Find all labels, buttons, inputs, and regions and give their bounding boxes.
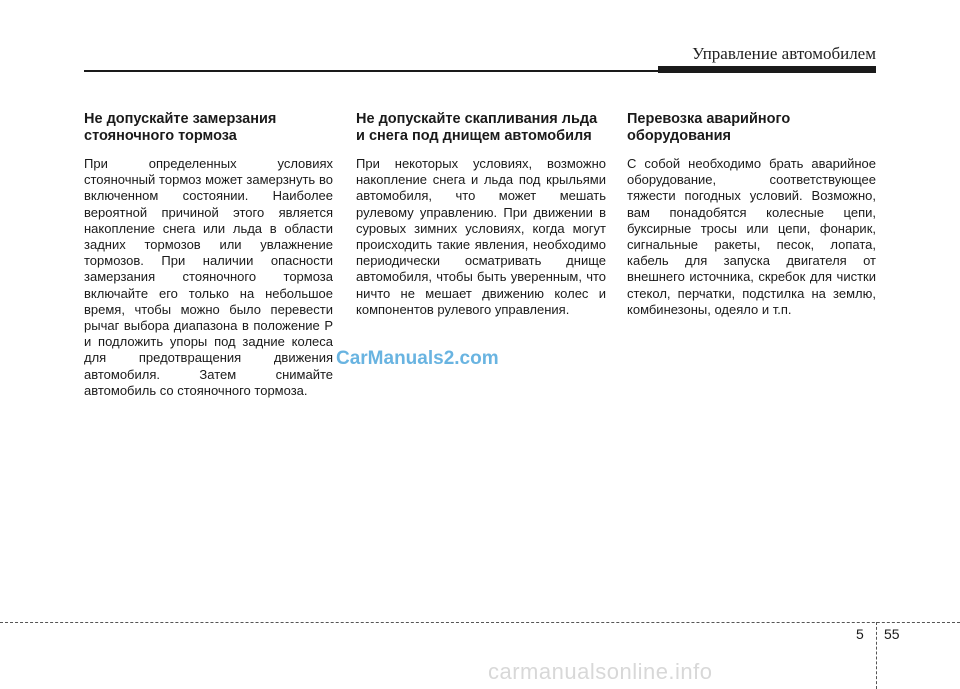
section-body: При некоторых условиях, возможно накопление снега и льда под крыльями автомобиля, что может мешать рулевому управлению. При движении в суровых зимних условиях, когда могут происходить такие явления, необходимо периодически осматривать днище автомобиля, чтобы быть уверенным, что ничто не мешает движению колес и компонентов рулевого управления.: [356, 156, 606, 317]
section-heading: Перевозка аварийного оборудования: [627, 111, 791, 144]
column-parking-brake: [84, 111, 333, 399]
chapter-number: 5: [856, 626, 864, 642]
section-heading: Не допускайте скапливания льда и снега под днищем автомобиля: [356, 111, 598, 144]
footer-page-separator: [876, 622, 877, 689]
header-rule-accent: [658, 66, 876, 73]
header-rule: [84, 70, 658, 72]
page-number: 55: [884, 626, 900, 642]
section-heading: Не допускайте замерзания стояночного тормоза: [84, 111, 277, 144]
watermark-carmanuals2: CarManuals2.com: [336, 348, 499, 369]
page-header-title: Управление автомобилем: [692, 44, 876, 63]
watermark-carmanualsonline: carmanualsonline.info: [488, 659, 713, 684]
footer-divider: [0, 622, 960, 623]
column-emergency-equipment: [627, 111, 876, 318]
column-ice-snow: [356, 111, 606, 318]
section-body: При определенных условиях стояночный тормоз может замерзнуть во включенном состоянии. Наиболее вероятной причиной этого является накопление снега или льда в области задних тормозов или увлажнение тормозов. При наличии опасности замерзания стояночного тормоза включайте его только на небольшое время, чтобы можно было перевести рычаг выбора диапазона в положение P и подложить упоры под задние колеса для предотвращения движения автомобиля. Затем снимайте автомобиль со стояночного тормоза.: [84, 156, 333, 398]
section-body: С собой необходимо брать аварийное оборудование, соответствующее тяжести погодных условий. Возможно, вам понадобятся колесные цепи, буксирные тросы или цепи, фонарик, сигнальные ракеты, песок, лопата, кабель для запуска двигателя от внешнего источника, скребок для чистки стекол, перчатки, подстилка на землю, комбинезоны, одеяло и т.п.: [627, 156, 876, 317]
